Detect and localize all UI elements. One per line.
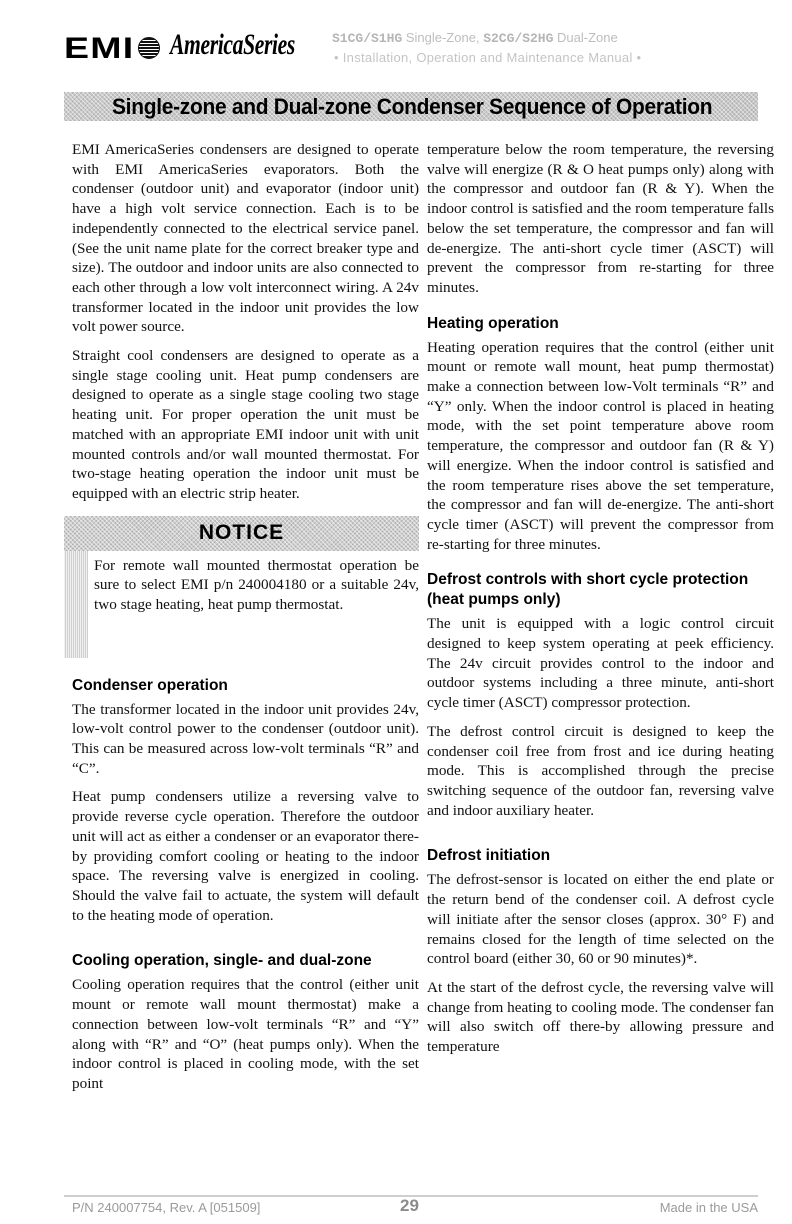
notice-side-band [64, 551, 88, 658]
defrost-initiation-heading: Defrost initiation [427, 847, 551, 865]
intro-paragraph: EMI AmericaSeries condensers are designed to operate with EMI AmericaSeries evaporators. Both the condenser (outdoor unit) and evaporator (indoor unit) have a high volt service connection. Each is to be independently connected to the electrical service panel. (See the unit name plate for the correct breaker type and size). The outdoor and indoor units are also connected to each other through a low volt interconnect wiring. A 24v transformer located in the indoor unit provides the low volt power source. [72, 141, 419, 336]
section-title-bar [64, 92, 758, 121]
condenser-types-paragraph: Straight cool condensers are designed to operate as a single stage cooling unit. Heat pump condensers are designed to operate as a single stage cooling two stage heating unit. For proper operation the unit must be matched with an appropriate EMI indoor unit with unit mounted controls and/or wall mounted thermostat. For two-stage heating operation the indoor unit must be equipped with an electric strip heater. [72, 347, 419, 502]
condenser-operation-heading: Condenser operation [72, 676, 228, 694]
defrost-controls-paragraph-1: The unit is equipped with a logic control circuit designed to keep system operating at peek efficiency. The 24v circuit provides control to the indoor and outdoor systems including a three minute, anti-short cycle timer (ASCT) compressor protection. [427, 615, 774, 712]
right-column [427, 140, 774, 1066]
left-column [72, 140, 419, 1103]
dual-zone-models: S2CG/S2HG [483, 31, 554, 46]
part-number: P/N 240007754, Rev. A [051509] [72, 1200, 261, 1215]
model-line [332, 30, 618, 46]
defrost-controls-paragraph-2: The defrost control circuit is designed to keep the condenser coil free from frost and ice during heating mode. This is accomplished through the precise switching sequence of the outdoor fan, reversing valve and indoor auxiliary heater. [427, 722, 774, 819]
notice-body: For remote wall mounted thermostat operation be sure to select EMI p/n 240004180 or a suitable 24v, two stage heating, heat pump thermostat. [94, 556, 419, 614]
page-header [0, 0, 792, 80]
cooling-operation-continued: temperature below the room temperature, the reversing valve will energize (R & O heat pumps only) along with the compressor and outdoor fan (R & Y). When the indoor control is satisfied and the room temperature falls below the set temperature, the compressor and fan will de-energize. The anti-short cycle timer (ASCT) will prevent the compressor from re-starting for three minutes. [427, 141, 774, 296]
notice-box [64, 516, 419, 658]
condenser-operation-paragraph-2: Heat pump condensers utilize a reversing valve to provide reverse cycle operation. Therefore the outdoor unit will act as either a condenser or an evaporator there-by providing comfort cooling or heating to the indoor space. The reversing valve is energized in cooling. Should the valve fail to actuate, the system will default to the heating mode of operation. [72, 788, 419, 924]
heating-operation-paragraph: Heating operation requires that the control (either unit mount or remote wall mount, heat pump thermostat) make a connection between low-Volt terminals “R” and “Y” only. When the indoor control is placed in heating mode, with the set point temperature above room temperature, the compressor and outdoor fan (R & Y) will energize. When the indoor control is satisfied and the room temperature rises above the set temperature, the compressor and fan will de-energize. The anti-short cycle timer (ASCT) will prevent the compressor from re-starting for three minutes. [427, 338, 774, 553]
defrost-controls-heading: Defrost controls with short cycle protection (heat pumps only) [427, 571, 749, 609]
heating-operation-heading: Heating operation [427, 314, 559, 332]
manual-title: • Installation, Operation and Maintenance Manual • [334, 50, 642, 65]
americaseries-logo: AmericaSeries [170, 28, 295, 61]
cooling-operation-paragraph: Cooling operation requires that the control (either unit mount or remote wall mount thermostat) make a connection between low-volt terminals “R” and “Y” along with “R” and “O” (heat pumps only). When the indoor control is placed in cooling mode, with the set point [72, 976, 419, 1092]
single-zone-label: Single-Zone, [405, 30, 480, 45]
globe-logo-icon [138, 37, 160, 59]
emi-logo: EMI [64, 32, 135, 65]
defrost-initiation-paragraph-1: The defrost-sensor is located on either the end plate or the return bend of the condenser coil. A defrost cycle will initiate after the sensor closes (approx. 30° F) and remains closed for the length of time selected on the control board (either 30, 60 or 90 minutes)*. [427, 871, 774, 968]
made-in-label: Made in the USA [659, 1200, 758, 1215]
page-title: Single-zone and Dual-zone Condenser Sequence of Operation [112, 94, 713, 119]
single-zone-models: S1CG/S1HG [332, 31, 403, 46]
notice-title: NOTICE [198, 520, 285, 544]
condenser-operation-paragraph-1: The transformer located in the indoor unit provides 24v, low-volt control power to the condenser (outdoor unit). This can be measured across low-volt terminals “R” and “C”. [72, 700, 419, 777]
defrost-initiation-paragraph-2: At the start of the defrost cycle, the reversing valve will change from heating to cooling mode. The condenser fan will also switch off there-by allowing pressure and temperature [427, 978, 774, 1056]
dual-zone-label: Dual-Zone [557, 30, 618, 45]
cooling-operation-heading: Cooling operation, single- and dual-zone [72, 952, 372, 970]
page-number: 29 [400, 1196, 419, 1215]
